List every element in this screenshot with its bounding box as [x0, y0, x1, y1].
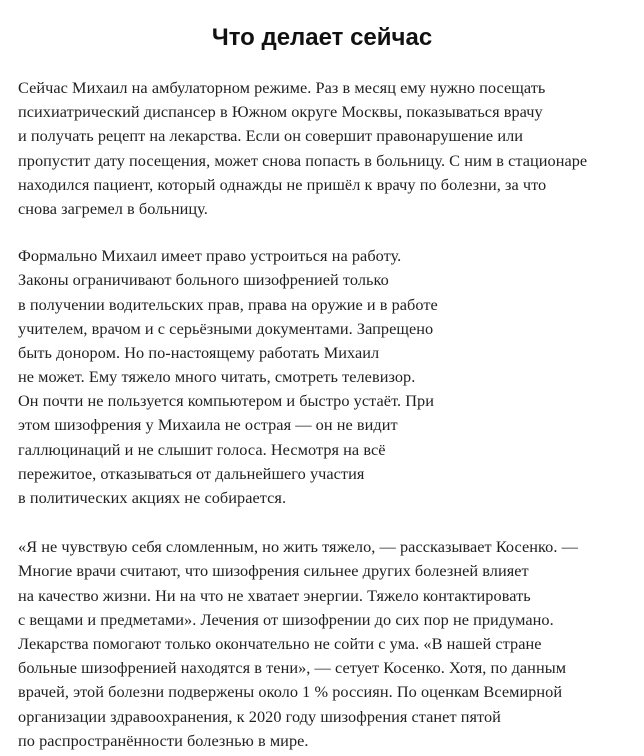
paragraph-line: больные шизофренией находятся в тени», — сетует Косенко. Хотя, по данным: [18, 658, 567, 678]
paragraph-line: Законы ограничивают больного шизофренией только: [18, 270, 389, 290]
paragraph-amb: [18, 76, 644, 221]
article-title: Что делает сейчас: [211, 24, 433, 51]
paragraph-line: этом шизофрения у Михаила не острая — он не видит: [18, 415, 398, 435]
paragraph-line: в получении водительских прав, права на оружие и в работе: [18, 294, 438, 314]
paragraph-line: с вещами и предметами». Лечения от шизофрении до сих пор не придумано.: [18, 609, 554, 629]
paragraph-line: находился пациент, который однажды не пришёл к врачу по болезни, за что: [18, 174, 547, 194]
paragraph-line: Сейчас Михаил на амбулаторном режиме. Раз в месяц ему нужно посещать: [18, 78, 546, 97]
paragraph-line: психиатрический диспансер в Южном округе Москвы, показываться врачу: [18, 102, 543, 122]
paragraph-line: Формально Михаил имеет право устроиться на работу.: [18, 246, 402, 266]
paragraph-work: [18, 244, 644, 510]
paragraph-line: организации здравоохранения, к 2020 году шизофрения станет пятой: [18, 706, 501, 726]
paragraph-line: Он почти не пользуется компьютером и быстро устаёт. При: [18, 391, 435, 411]
paragraph-line: и получать рецепт на лекарства. Если он совершит правонарушение или: [18, 126, 524, 146]
paragraph-quote: [18, 535, 644, 753]
paragraph-line: в политических акциях не собирается.: [18, 488, 287, 507]
paragraph-line: учителем, врачом и с серьёзными документами. Запрещено: [18, 318, 434, 338]
paragraph-line: не может. Ему тяжело много читать, смотреть телевизор.: [18, 367, 416, 387]
paragraph-line: пережитое, отказываться от дальнейшего участия: [18, 463, 365, 483]
paragraph-line: быть донором. Но по-настоящему работать Михаил: [18, 342, 380, 362]
paragraph-line: на качество жизни. Ни на что не хватает энергии. Тяжело контактировать: [18, 585, 531, 605]
paragraph-line: галлюцинаций и не слышит голоса. Несмотря на всё: [18, 439, 386, 459]
paragraph-line: снова загремел в больницу.: [18, 198, 208, 218]
paragraph-line: «Я не чувствую себя сломленным, но жить тяжело, — рассказывает Косенко. —: [18, 537, 578, 557]
paragraph-line: Многие врачи считают, что шизофрения сильнее других болезней влияет: [18, 561, 529, 581]
paragraph-line: пропустит дату посещения, может снова попасть в больницу. С ним в стационаре: [18, 150, 588, 170]
paragraph-line: по распространённости болезнью в мире.: [18, 730, 309, 750]
paragraph-line: Лекарства помогают только окончательно не сойти с ума. «В нашей стране: [18, 633, 542, 653]
paragraph-line: врачей, этой болезни подвержены около 1 % россиян. По оценкам Всемирной: [18, 682, 563, 702]
